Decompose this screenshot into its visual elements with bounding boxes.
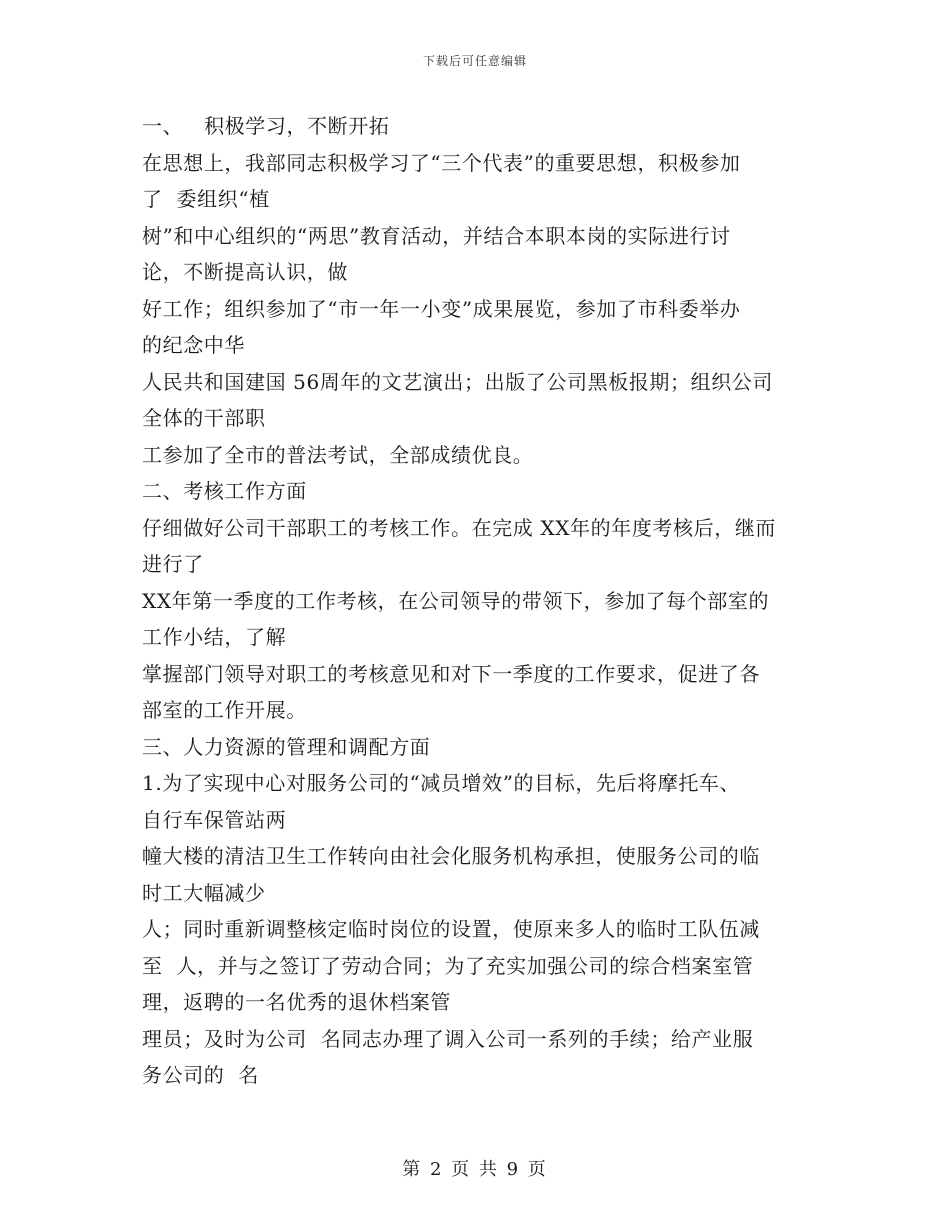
text-line: 1.为了实现中心对服务公司的“减员增效”的目标，先后将摩托车、 bbox=[142, 771, 741, 795]
text-line: 至 人，并与之签订了劳动合同；为了充实加强公司的综合档案室管 bbox=[142, 953, 754, 978]
text-line: 人；同时重新调整核定临时岗位的设置，使原来多人的临时工队伍减 bbox=[142, 917, 760, 941]
document-body bbox=[142, 108, 822, 1094]
text-line: 的纪念中华 bbox=[142, 333, 245, 357]
text-line: 掌握部门领导对职工的考核意见和对下一季度的工作要求，促进了各 bbox=[142, 661, 760, 686]
text-line: XX年第一季度的工作考核，在公司领导的带领下，参加了每个部室的 bbox=[142, 588, 770, 613]
text-line: 一、 积极学习，不断开拓 bbox=[142, 114, 390, 138]
text-line: 进行了 bbox=[142, 552, 204, 576]
text-line: 了 委组织“植 bbox=[142, 187, 270, 211]
text-line: 理员；及时为公司 名同志办理了调入公司一系列的手续；给产业服 bbox=[142, 1026, 754, 1051]
text-line: 人民共和国建国 56周年的文艺演出；出版了公司黑板报期；组织公司 bbox=[142, 369, 774, 394]
text-line: 仔细做好公司干部职工的考核工作。在完成 XX年的年度考核后，继而 bbox=[142, 515, 777, 540]
text-line: 理，返聘的一名优秀的退休档案管 bbox=[142, 990, 451, 1014]
text-line: 幢大楼的清洁卫生工作转向由社会化服务机构承担，使服务公司的临 bbox=[142, 844, 760, 868]
text-line: 工作小结，了解 bbox=[142, 625, 287, 649]
section-heading: 二、考核工作方面 bbox=[142, 479, 307, 503]
section-heading: 三、人力资源的管理和调配方面 bbox=[142, 734, 431, 759]
text-line: 论，不断提高认识，做 bbox=[142, 260, 348, 284]
text-line: 务公司的 名 bbox=[142, 1063, 259, 1087]
text-line: 树”和中心组织的“两思”教育活动，并结合本职本岗的实际进行讨 bbox=[142, 223, 731, 248]
text-line: 工参加了全市的普法考试，全部成绩优良。 bbox=[142, 442, 534, 467]
text-line: 在思想上，我部同志积极学习了“三个代表”的重要思想，积极参加 bbox=[142, 150, 741, 175]
text-line: 时工大幅减少 bbox=[142, 880, 266, 905]
text-line: 部室的工作开展。 bbox=[142, 698, 307, 722]
text-line: 自行车保管站两 bbox=[142, 807, 287, 832]
text-line: 全体的干部职 bbox=[142, 406, 266, 430]
page-number-footer: 第 2 页 共 9 页 bbox=[402, 1159, 548, 1180]
page-header: 下载后可任意编辑 bbox=[422, 54, 527, 68]
text-line: 好工作；组织参加了“市一年一小变”成果展览，参加了市科委举办 bbox=[142, 296, 741, 321]
